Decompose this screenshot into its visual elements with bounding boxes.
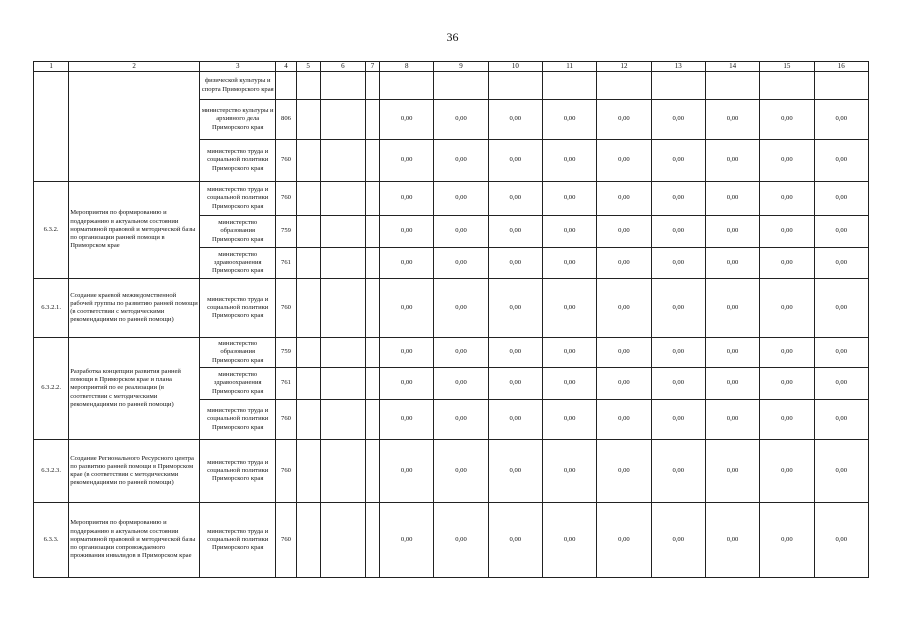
value-cell: 0,00 <box>814 368 868 400</box>
empty-cell <box>320 72 365 100</box>
column-header: 12 <box>597 62 651 72</box>
value-cell: 0,00 <box>760 279 814 338</box>
value-cell <box>380 72 434 100</box>
item-name: Мероприятия по формированию и поддержанию в актуальном состоянии нормативной правовой и методической базы по организации сопровождаемого проживания инвалидов в Приморском крае <box>69 503 200 578</box>
table-row <box>34 338 869 368</box>
value-cell: 0,00 <box>380 338 434 368</box>
value-cell: 0,00 <box>488 368 542 400</box>
value-cell: 0,00 <box>814 140 868 182</box>
value-cell: 0,00 <box>705 338 759 368</box>
agency-name: министерство образования Приморского края <box>199 338 275 368</box>
value-cell: 0,00 <box>597 400 651 440</box>
value-cell: 0,00 <box>542 338 596 368</box>
agency-code: 760 <box>276 503 296 578</box>
value-cell: 0,00 <box>488 440 542 503</box>
value-cell: 0,00 <box>380 100 434 140</box>
table-body <box>34 62 869 578</box>
item-name: Создание Регионального Ресурсного центра по развитию ранней помощи в Приморском крае (в соответствии с методическими рекомендациями по ранней помощи) <box>69 440 200 503</box>
value-cell: 0,00 <box>434 279 488 338</box>
item-name <box>69 72 200 182</box>
agency-name: министерство труда и социальной политики Приморского края <box>199 279 275 338</box>
empty-cell <box>296 182 320 216</box>
value-cell: 0,00 <box>542 248 596 279</box>
value-cell: 0,00 <box>760 400 814 440</box>
value-cell: 0,00 <box>814 440 868 503</box>
value-cell: 0,00 <box>434 368 488 400</box>
agency-name: министерство культуры и архивного дела Приморского края <box>199 100 275 140</box>
empty-cell <box>365 368 379 400</box>
value-cell: 0,00 <box>488 279 542 338</box>
value-cell: 0,00 <box>434 140 488 182</box>
empty-cell <box>296 279 320 338</box>
value-cell: 0,00 <box>597 248 651 279</box>
column-header: 3 <box>199 62 275 72</box>
value-cell: 0,00 <box>488 400 542 440</box>
empty-cell <box>365 72 379 100</box>
value-cell: 0,00 <box>434 182 488 216</box>
value-cell: 0,00 <box>542 182 596 216</box>
value-cell: 0,00 <box>705 248 759 279</box>
value-cell: 0,00 <box>814 400 868 440</box>
agency-name: министерство здравоохранения Приморского края <box>199 368 275 400</box>
column-header: 8 <box>380 62 434 72</box>
value-cell: 0,00 <box>814 182 868 216</box>
value-cell: 0,00 <box>434 100 488 140</box>
value-cell: 0,00 <box>597 100 651 140</box>
empty-cell <box>320 248 365 279</box>
value-cell: 0,00 <box>760 338 814 368</box>
value-cell <box>434 72 488 100</box>
agency-name: министерство труда и социальной политики Приморского края <box>199 140 275 182</box>
agency-name: министерство труда и социальной политики Приморского края <box>199 503 275 578</box>
empty-cell <box>296 72 320 100</box>
empty-cell <box>320 279 365 338</box>
value-cell: 0,00 <box>597 338 651 368</box>
value-cell: 0,00 <box>380 182 434 216</box>
value-cell: 0,00 <box>380 279 434 338</box>
column-header: 5 <box>296 62 320 72</box>
value-cell: 0,00 <box>380 368 434 400</box>
value-cell: 0,00 <box>651 440 705 503</box>
value-cell: 0,00 <box>651 338 705 368</box>
header-row <box>34 62 869 72</box>
column-header: 15 <box>760 62 814 72</box>
empty-cell <box>320 503 365 578</box>
agency-code: 760 <box>276 440 296 503</box>
agency-code: 759 <box>276 216 296 248</box>
value-cell: 0,00 <box>488 338 542 368</box>
column-header: 10 <box>488 62 542 72</box>
empty-cell <box>296 100 320 140</box>
value-cell: 0,00 <box>705 279 759 338</box>
value-cell: 0,00 <box>488 140 542 182</box>
empty-cell <box>320 182 365 216</box>
empty-cell <box>320 400 365 440</box>
agency-name: министерство труда и социальной политики Приморского края <box>199 182 275 216</box>
value-cell: 0,00 <box>705 140 759 182</box>
value-cell: 0,00 <box>542 368 596 400</box>
empty-cell <box>365 338 379 368</box>
value-cell: 0,00 <box>705 368 759 400</box>
value-cell: 0,00 <box>597 279 651 338</box>
value-cell: 0,00 <box>380 140 434 182</box>
agency-code: 761 <box>276 248 296 279</box>
value-cell: 0,00 <box>705 503 759 578</box>
agency-name: министерство образования Приморского края <box>199 216 275 248</box>
column-header: 9 <box>434 62 488 72</box>
value-cell: 0,00 <box>597 503 651 578</box>
empty-cell <box>365 100 379 140</box>
value-cell <box>814 72 868 100</box>
empty-cell <box>365 400 379 440</box>
value-cell: 0,00 <box>814 503 868 578</box>
value-cell: 0,00 <box>542 440 596 503</box>
value-cell: 0,00 <box>597 140 651 182</box>
value-cell: 0,00 <box>542 503 596 578</box>
value-cell: 0,00 <box>760 248 814 279</box>
value-cell <box>705 72 759 100</box>
value-cell: 0,00 <box>597 368 651 400</box>
value-cell: 0,00 <box>651 503 705 578</box>
column-header: 7 <box>365 62 379 72</box>
value-cell: 0,00 <box>380 400 434 440</box>
value-cell: 0,00 <box>651 368 705 400</box>
table-row <box>34 72 869 100</box>
empty-cell <box>365 182 379 216</box>
column-header: 4 <box>276 62 296 72</box>
empty-cell <box>296 216 320 248</box>
table-row <box>34 279 869 338</box>
value-cell: 0,00 <box>434 248 488 279</box>
value-cell: 0,00 <box>542 100 596 140</box>
value-cell <box>542 72 596 100</box>
value-cell: 0,00 <box>651 140 705 182</box>
agency-code: 761 <box>276 368 296 400</box>
value-cell: 0,00 <box>651 279 705 338</box>
value-cell: 0,00 <box>651 400 705 440</box>
agency-code: 760 <box>276 400 296 440</box>
value-cell: 0,00 <box>760 216 814 248</box>
value-cell: 0,00 <box>597 216 651 248</box>
column-header: 1 <box>34 62 69 72</box>
value-cell: 0,00 <box>542 279 596 338</box>
value-cell: 0,00 <box>760 368 814 400</box>
empty-cell <box>320 338 365 368</box>
item-code: 6.3.2. <box>34 182 69 279</box>
value-cell <box>760 72 814 100</box>
table-row <box>34 503 869 578</box>
agency-code: 759 <box>276 338 296 368</box>
value-cell: 0,00 <box>434 440 488 503</box>
value-cell: 0,00 <box>380 216 434 248</box>
empty-cell <box>365 216 379 248</box>
value-cell: 0,00 <box>434 338 488 368</box>
value-cell: 0,00 <box>542 400 596 440</box>
column-header: 16 <box>814 62 868 72</box>
value-cell: 0,00 <box>760 140 814 182</box>
value-cell: 0,00 <box>434 400 488 440</box>
value-cell: 0,00 <box>488 216 542 248</box>
column-header: 6 <box>320 62 365 72</box>
value-cell: 0,00 <box>651 216 705 248</box>
value-cell: 0,00 <box>705 440 759 503</box>
item-code: 6.3.3. <box>34 503 69 578</box>
value-cell: 0,00 <box>705 100 759 140</box>
agency-name: физической культуры и спорта Приморского края <box>199 72 275 100</box>
agency-name: министерство труда и социальной политики Приморского края <box>199 400 275 440</box>
value-cell <box>488 72 542 100</box>
value-cell: 0,00 <box>488 248 542 279</box>
value-cell: 0,00 <box>651 182 705 216</box>
empty-cell <box>365 503 379 578</box>
table-row <box>34 182 869 216</box>
value-cell: 0,00 <box>488 503 542 578</box>
empty-cell <box>296 248 320 279</box>
empty-cell <box>296 338 320 368</box>
value-cell: 0,00 <box>488 182 542 216</box>
empty-cell <box>365 140 379 182</box>
empty-cell <box>365 440 379 503</box>
empty-cell <box>320 140 365 182</box>
value-cell: 0,00 <box>705 182 759 216</box>
item-name: Разработка концепции развития ранней помощи в Приморском крае и плана мероприятий по ее реализации (в соответствии с методическими рекомендациями по ранней помощи) <box>69 338 200 440</box>
value-cell: 0,00 <box>814 216 868 248</box>
value-cell: 0,00 <box>760 440 814 503</box>
value-cell <box>597 72 651 100</box>
agency-code: 806 <box>276 100 296 140</box>
value-cell: 0,00 <box>597 182 651 216</box>
empty-cell <box>296 140 320 182</box>
agency-code: 760 <box>276 182 296 216</box>
empty-cell <box>296 368 320 400</box>
value-cell: 0,00 <box>760 182 814 216</box>
page-number: 36 <box>446 30 459 44</box>
value-cell: 0,00 <box>380 503 434 578</box>
value-cell: 0,00 <box>814 248 868 279</box>
value-cell: 0,00 <box>705 400 759 440</box>
value-cell: 0,00 <box>760 503 814 578</box>
empty-cell <box>320 100 365 140</box>
value-cell: 0,00 <box>542 140 596 182</box>
column-header: 2 <box>69 62 200 72</box>
value-cell: 0,00 <box>434 216 488 248</box>
column-header: 13 <box>651 62 705 72</box>
column-header: 14 <box>705 62 759 72</box>
item-code: 6.3.2.1. <box>34 279 69 338</box>
value-cell: 0,00 <box>705 216 759 248</box>
item-code: 6.3.2.2. <box>34 338 69 440</box>
value-cell: 0,00 <box>434 503 488 578</box>
agency-code: 760 <box>276 279 296 338</box>
value-cell: 0,00 <box>380 440 434 503</box>
empty-cell <box>320 440 365 503</box>
value-cell: 0,00 <box>814 338 868 368</box>
item-name: Создание краевой межведомственной рабочей группы по развитию ранней помощи (в соответствии с методическими рекомендациями по ранней помощи) <box>69 279 200 338</box>
budget-table <box>33 61 869 578</box>
agency-code <box>276 72 296 100</box>
value-cell: 0,00 <box>597 440 651 503</box>
value-cell: 0,00 <box>814 100 868 140</box>
item-code: 6.3.2.3. <box>34 440 69 503</box>
empty-cell <box>320 216 365 248</box>
column-header: 11 <box>542 62 596 72</box>
empty-cell <box>320 368 365 400</box>
empty-cell <box>296 400 320 440</box>
empty-cell <box>296 503 320 578</box>
value-cell <box>651 72 705 100</box>
item-code <box>34 72 69 182</box>
agency-name: министерство труда и социальной политики Приморского края <box>199 440 275 503</box>
value-cell: 0,00 <box>542 216 596 248</box>
agency-name: министерство здравоохранения Приморского края <box>199 248 275 279</box>
value-cell: 0,00 <box>380 248 434 279</box>
empty-cell <box>365 279 379 338</box>
empty-cell <box>296 440 320 503</box>
value-cell: 0,00 <box>814 279 868 338</box>
empty-cell <box>365 248 379 279</box>
item-name: Мероприятия по формированию и поддержанию в актуальном состоянии нормативной правовой и методической базы по организации ранней помощи в Приморском крае <box>69 182 200 279</box>
agency-code: 760 <box>276 140 296 182</box>
value-cell: 0,00 <box>488 100 542 140</box>
table-row <box>34 440 869 503</box>
value-cell: 0,00 <box>651 100 705 140</box>
value-cell: 0,00 <box>651 248 705 279</box>
value-cell: 0,00 <box>760 100 814 140</box>
